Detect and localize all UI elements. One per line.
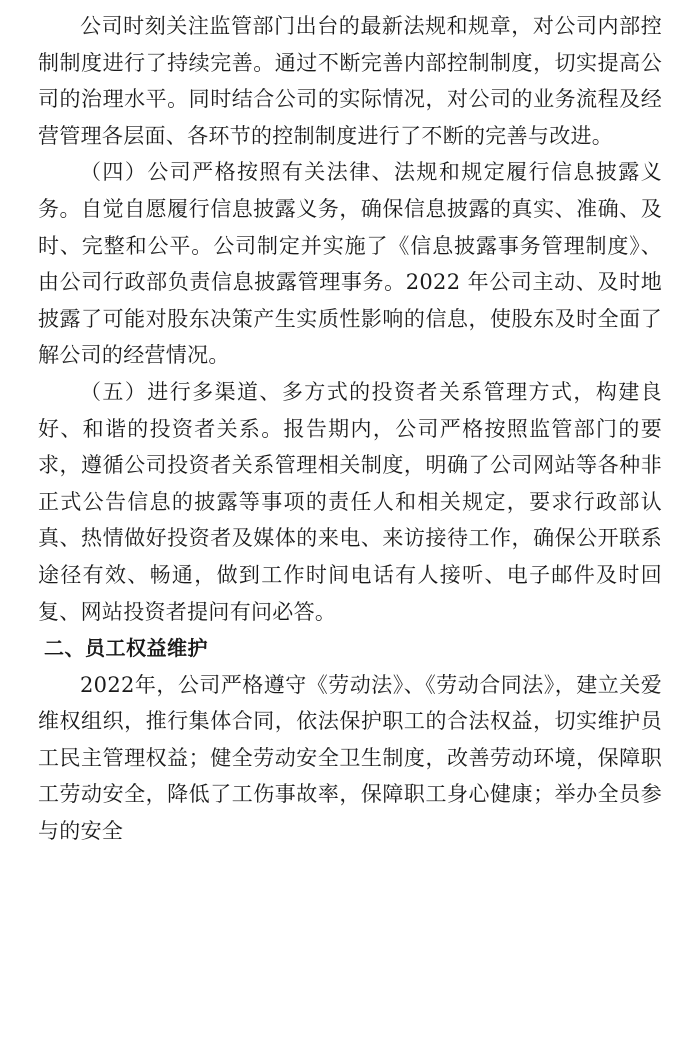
paragraph-information-disclosure: （四）公司严格按照有关法律、法规和规定履行信息披露义务。自觉自愿履行信息披露义务，确保信息披露的真实、准确、及时、完整和公平。公司制定并实施了《信息披露事务管理制度》、由公司行政部负责信息披露管理事务。2022 年公司主动、及时地披露了可能对股东决策产生实质性影响的信息，使股东及时全面了解公司的经营情况。 xyxy=(38,160,662,368)
paragraph-investor-relations: （五）进行多渠道、多方式的投资者关系管理方式，构建良好、和谐的投资者关系。报告期内，公司严格按照监管部门的要求，遵循公司投资者关系管理相关制度，明确了公司网站等各种非正式公告信息的披露等事项的责任人和相关规定，要求行政部认真、热情做好投资者及媒体的来电、来访接待工作，确保公开联系途径有效、畅通，做到工作时间电话有人接听、电子邮件及时回复、网站投资者提问有问必答。 xyxy=(38,379,662,624)
section-heading-employee-rights: 二、员工权益维护 xyxy=(44,636,208,661)
paragraph-internal-control: 公司时刻关注监管部门出台的最新法规和规章，对公司内部控制制度进行了持续完善。通过不断完善内部控制制度，切实提高公司的治理水平。同时结合公司的实际情况，对公司的业务流程及经营管理各层面、各环节的控制制度进行了不断的完善与改进。 xyxy=(38,14,662,148)
paragraph-employee-rights: 2022年，公司严格遵守《劳动法》、《劳动合同法》，建立关爱维权组织，推行集体合同，依法保护职工的合法权益，切实维护员工民主管理权益；健全劳动安全卫生制度，改善劳动环境，保障职工劳动安全，降低了工伤事故率，保障职工身心健康；举办全员参与的安全 xyxy=(38,672,662,844)
document-page xyxy=(38,8,662,850)
